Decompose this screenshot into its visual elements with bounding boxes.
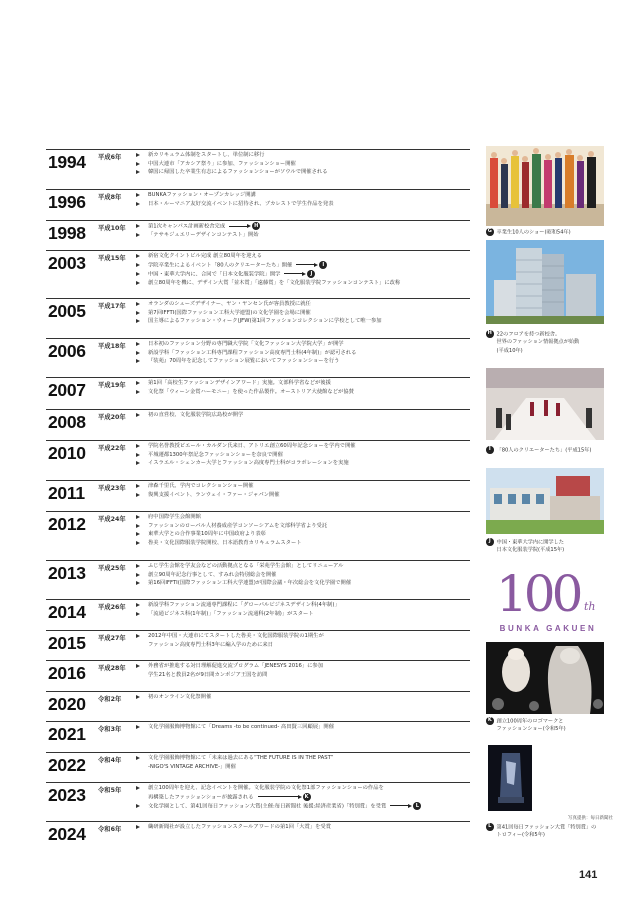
arrow-icon	[136, 413, 140, 417]
timeline-row-2007	[46, 377, 470, 400]
anniversary-show-photo	[486, 642, 604, 714]
era-label: 平成27年	[98, 635, 126, 642]
event-item: 新宿文化クイントビル完成 創立80周年を迎える	[136, 252, 470, 261]
runway-photo	[486, 368, 604, 440]
era-label: 令和4年	[98, 757, 122, 764]
era-label: 平成20年	[98, 414, 126, 421]
event-item: 外務省が推進する対日理解促進交流プログラム「JENESYS 2016」に参加	[136, 662, 470, 671]
arrow-icon	[136, 725, 140, 729]
arrow-icon	[136, 573, 140, 577]
arrow-icon	[136, 786, 140, 790]
arrow-icon	[136, 612, 140, 616]
year-label: 1996	[48, 192, 86, 212]
year-label: 2010	[48, 443, 86, 463]
year-label: 2020	[48, 694, 86, 714]
event-item: 新設学科「ファッション工科専門課程ファッション高度専門士科(4年制)」が認可される	[136, 349, 470, 358]
arrow-icon	[136, 351, 140, 355]
era-label: 平成25年	[98, 565, 126, 572]
event-item: 府中国際学生会館開館	[136, 513, 470, 522]
caption-letter: J	[486, 538, 494, 546]
timeline-row-1998	[46, 220, 470, 243]
event-item: 第1回「高校生ファッションデザインアワード」実施。文部科学省などが後援	[136, 379, 470, 388]
photo-credit: 写真提供：毎日新聞社	[568, 816, 613, 821]
timeline-row-2013	[46, 560, 470, 587]
arrow-icon	[136, 311, 140, 315]
caption-letter: I	[486, 446, 494, 454]
event-item: オランダのシューズデザイナー、ヤン・ヤンセン氏が客員教授に就任	[136, 300, 470, 309]
year-label: 2007	[48, 380, 86, 400]
event-item: 2012年中国・大連市にてスタートした魯美・文化国際服装学院の1期生が	[136, 632, 470, 641]
era-label: 平成15年	[98, 255, 126, 262]
event-item: 初のオンライン文化祭開催	[136, 693, 470, 702]
timeline-row-2022	[46, 752, 470, 775]
photo-reference-arrow: L	[390, 802, 421, 810]
page-number: 141	[579, 869, 598, 881]
event-item: 創立80周年を機に、デザイン大賞「並木賞」「遠藤賞」を「文化服装学院ファッションコンテスト」に改称	[136, 279, 470, 288]
event-item: 津森千里氏、学内でコレクションショー開催	[136, 482, 470, 491]
event-item: 日本・ルーマニア友好交流イベントに招待され、ブカレストで学生作品を発表	[136, 200, 470, 209]
arrow-icon	[136, 695, 140, 699]
event-item: 第7回IFFTI(国際ファッション工科大学連盟)の文化学園を会場に開催	[136, 309, 470, 318]
event-item: 「流通ビジネス科(1年制)」「ファッション流通科(2年制)」がスタート	[136, 610, 470, 619]
photo-80-creators	[486, 368, 604, 440]
photo-new-building	[486, 240, 604, 324]
event-item: 中国大連市「アカシア祭り」に参加、ファッションショー開催	[136, 160, 470, 169]
year-label: 2011	[48, 483, 85, 503]
timeline-row-2020	[46, 691, 470, 714]
year-label: 1998	[48, 223, 86, 243]
year-label: 2016	[48, 663, 86, 683]
event-item: ふじ学生会館を学友会などの活動拠点となる「栄苑学生会館」としてリニューアル	[136, 562, 470, 571]
arrow-icon	[136, 756, 140, 760]
era-label: 平成6年	[98, 154, 122, 161]
timeline-row-1996	[46, 189, 470, 212]
arrow-icon	[136, 170, 140, 174]
event-item: 初の直営校、文化服装学院広島校が開学	[136, 411, 470, 420]
event-item: 新設学科ファッション流通専門課程に「グローバルビジネスデザイン科(4年制)」	[136, 601, 470, 610]
arrow-icon	[136, 162, 140, 166]
timeline-row-2015	[46, 630, 470, 653]
campus-photo	[486, 468, 604, 534]
event-item: イスラエル・シェンカー大学とファッション高度専門士科がコラボレーションを実施	[136, 459, 470, 468]
arrow-icon	[136, 515, 140, 519]
event-item-continued: 学生21名と教員2名が9日間カンボジア王国を訪問	[148, 671, 268, 678]
era-label: 平成24年	[98, 516, 126, 523]
arrow-icon	[136, 581, 140, 585]
bunka-100th-logo	[488, 566, 606, 636]
arrow-icon	[136, 390, 140, 394]
timeline-row-2006	[46, 338, 470, 365]
year-label: 2003	[48, 253, 86, 273]
photo-caption-L: L 第41回毎日ファッション大賞「特別賞」の トロフィー(令和5年)	[486, 823, 608, 840]
event-item: 魯美・文化国際服装学院開校、日本語教育カリキュラムスタート	[136, 539, 470, 548]
event-item: 新カリキュラム体制をスタートし、単位制に移行	[136, 151, 470, 160]
year-label: 2014	[48, 602, 86, 622]
arrow-icon	[136, 263, 140, 267]
logo-name: BUNKA GAKUEN	[499, 624, 597, 633]
timeline-row-1994	[46, 149, 470, 176]
timeline-row-2005	[46, 298, 470, 325]
arrow-icon	[136, 153, 140, 157]
caption-letter: L	[486, 823, 494, 831]
arrow-icon	[136, 193, 140, 197]
photo-reference-arrow: I	[296, 261, 327, 269]
event-item: 中国・東華大学内に、合同で「日本文化服装学院」開学 J	[136, 270, 470, 279]
event-item: BUNKAファッション・オープンカレッジ開講	[136, 191, 470, 200]
year-label: 1994	[48, 152, 86, 172]
event-item: 日本初のファッション分野の専門職大学院「文化ファッション大学院大学」が開学	[136, 340, 470, 349]
caption-letter: G	[487, 228, 492, 234]
arrow-icon	[136, 281, 140, 285]
event-item-continued: 再構築したファッションショーが披露される K	[136, 793, 470, 802]
arrow-icon	[136, 603, 140, 607]
year-label: 2021	[48, 724, 86, 744]
event-item: 国主導によるファッション・ウィーク(JFW)第1回ファッションコレクションに学校として唯一参加	[136, 317, 470, 326]
timeline-row-2008	[46, 409, 470, 432]
arrow-icon	[136, 532, 140, 536]
photo-graduates-show	[486, 146, 604, 226]
era-label: 令和6年	[98, 826, 122, 833]
photo-trophy	[488, 745, 532, 811]
arrow-icon	[136, 254, 140, 258]
event-item: 復興支援イベント、ランウェイ・ファー・ジャパン開催	[136, 491, 470, 500]
event-item: 韓国に帰国した卒業生有志によるファッションショーがソウルで開催される	[136, 168, 470, 177]
era-label: 平成22年	[98, 445, 126, 452]
timeline-row-2011	[46, 480, 470, 503]
era-label: 平成8年	[98, 194, 122, 201]
photo-reference-arrow: K	[258, 793, 311, 801]
year-label: 2015	[48, 633, 86, 653]
event-item: 平城遷都1300年祭記念ファッションショーを奈良で開催	[136, 451, 470, 460]
arrow-icon	[136, 319, 140, 323]
photo-100th-show	[486, 642, 604, 714]
arrow-icon	[136, 342, 140, 346]
timeline-row-2016	[46, 660, 470, 683]
event-item: 東華大学との合作事業10周年に中国政府より表彰	[136, 530, 470, 539]
event-item: 「テサキジュエリーデザインコンテスト」開始	[136, 231, 470, 240]
event-item: 文化学園として、第41回毎日ファッション大賞(主催:毎日新聞社 後援:経済産業省)「特別賞」を受賞 L	[136, 802, 470, 811]
arrow-icon	[136, 541, 140, 545]
timeline-row-2023	[46, 782, 470, 810]
photo-caption-G: G 卒業生10人のショー(昭和54年)	[487, 228, 571, 236]
era-label: 平成23年	[98, 485, 126, 492]
arrow-icon	[136, 444, 140, 448]
timeline-row-2014	[46, 599, 470, 622]
year-label: 2008	[48, 412, 86, 432]
era-label: 平成18年	[98, 343, 126, 350]
photo-caption-I: I 「80人のクリエーターたち」(平成15年)	[486, 446, 608, 454]
event-item: 創立90周年記念行事として、すみれ会特別総会を開催	[136, 571, 470, 580]
logo-suffix: th	[584, 600, 596, 613]
year-label: 2006	[48, 341, 86, 361]
arrow-icon	[136, 664, 140, 668]
arrow-icon	[136, 493, 140, 497]
event-item: ファッションのローバル人材養成産学コンソーシアムを文部科学省より受託	[136, 522, 470, 531]
trophy-photo	[488, 745, 532, 811]
arrow-icon	[136, 272, 140, 276]
arrow-icon	[136, 634, 140, 638]
timeline-row-2010	[46, 440, 470, 467]
year-label: 2024	[48, 824, 86, 844]
event-item-continued: ファッション高度専門士科3年に編入学のために来日	[148, 641, 273, 648]
timeline-row-2021	[46, 721, 470, 744]
event-item: 繊研新聞社が設立したファッションスクールアワードの第1回「大賞」を受賞	[136, 823, 470, 832]
era-label: 令和2年	[98, 696, 122, 703]
building-photo	[486, 240, 604, 324]
photo-caption-H: H 22のフロアを持つ新校舎。 世界のファッション情報拠点が始動 (平成10年)	[487, 330, 580, 354]
year-label: 2023	[48, 785, 86, 805]
year-label: 2013	[48, 563, 86, 583]
timeline-row-2024	[46, 821, 470, 844]
event-item: 創立100周年を迎え、記念イベントを開催。文化服装学院の文化祭1部ファッションショーの作品を	[136, 784, 470, 793]
arrow-icon	[136, 564, 140, 568]
arrow-icon	[136, 359, 140, 363]
year-label: 2022	[48, 755, 86, 775]
caption-letter: K	[487, 717, 492, 723]
arrow-icon	[136, 804, 140, 808]
era-label: 令和5年	[98, 787, 122, 794]
arrow-icon	[136, 202, 140, 206]
arrow-icon	[136, 233, 140, 237]
arrow-icon	[136, 302, 140, 306]
photo-reference-arrow: J	[284, 270, 315, 278]
arrow-icon	[136, 453, 140, 457]
timeline-row-2012	[46, 511, 470, 546]
caption-letter: H	[487, 330, 492, 336]
arrow-icon	[136, 484, 140, 488]
year-label: 2012	[48, 514, 86, 534]
event-item: 学院名誉教授ピエール・カルダン氏来日、アトリエ創立60周年記念ショーを学内で開催	[136, 442, 470, 451]
photo-caption-J: J 中国・東華大学内に開学した 日本文化服装学院(平成15年)	[486, 538, 608, 555]
event-item-continued: -NIGO'S VINTAGE ARCHIVE-」開催	[148, 763, 236, 770]
era-label: 令和3年	[98, 726, 122, 733]
timeline-row-2003	[46, 250, 470, 286]
photo-donghua-school	[486, 468, 604, 534]
era-label: 平成26年	[98, 604, 126, 611]
event-item: 文化学園服飾博物館にて「Dreams -to be continued- 髙田賢三回顧展」開催	[136, 723, 470, 732]
event-item: 第1次キャンパス計画新校舎完成 H	[136, 222, 470, 231]
fashion-show-photo	[486, 146, 604, 226]
event-item: 文化学園服飾博物館にて「未来は過去にある“THE FUTURE IS IN THE PAST”	[136, 754, 470, 763]
event-item: 『装苑』70周年を記念してファッション展覧においてファッションショーを行う	[136, 357, 470, 366]
arrow-icon	[136, 224, 140, 228]
event-item: 学院卒業生によるイベント「80人のクリエーターたち」開催 I	[136, 261, 470, 270]
photo-caption-K: K 創立100周年のロゴマークと ファッションショー(令和5年)	[487, 717, 566, 733]
era-label: 平成17年	[98, 303, 126, 310]
event-item: 第16回IFFTI(国際ファッション工科大学連盟)が国際会議・年次総会を文化学園で開催	[136, 579, 470, 588]
arrow-icon	[136, 524, 140, 528]
era-label: 平成28年	[98, 665, 126, 672]
event-item: 文化祭「ウィーン金賞ハーモニー」を使った作品製作。オーストリア大使館などが協賛	[136, 388, 470, 397]
photo-reference-arrow: H	[229, 222, 260, 230]
arrow-icon	[136, 461, 140, 465]
arrow-icon	[136, 381, 140, 385]
era-label: 平成19年	[98, 382, 126, 389]
arrow-icon	[136, 825, 140, 829]
era-label: 平成10年	[98, 225, 126, 232]
year-label: 2005	[48, 301, 86, 321]
logo-number: 100	[496, 565, 580, 623]
